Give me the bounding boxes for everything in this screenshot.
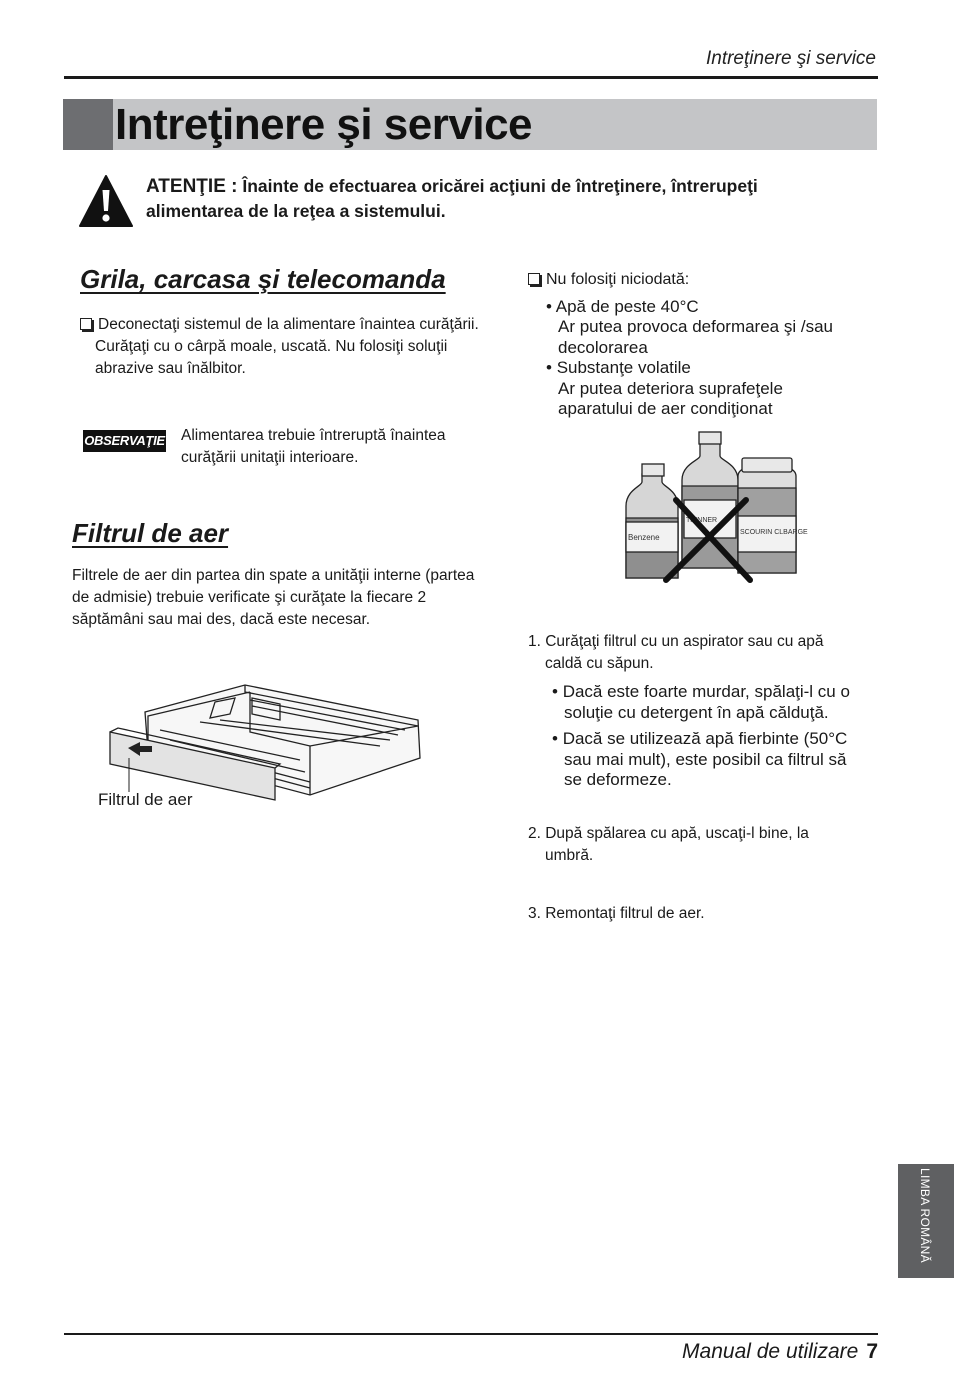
filtru-line-3: săptămâni sau mai des, dacă este necesar. — [72, 611, 371, 628]
page-title: Intreţinere şi service — [115, 100, 533, 149]
never-use-intro: Nu folosiţi niciodată: — [546, 271, 690, 288]
step1-b1-line2: soluţie cu detergent în apă călduţă. — [564, 702, 829, 722]
grila-line-3: abrazive sau înălbitor. — [95, 360, 246, 377]
never-item1-title: Apă de peste 40°C — [555, 296, 699, 316]
never-use-list — [528, 270, 888, 420]
running-header: Intreţinere şi service — [705, 48, 876, 69]
language-side-tab — [898, 1164, 954, 1278]
title-bar — [63, 99, 877, 150]
footer-manual-title: Manual de utilizare — [682, 1340, 859, 1363]
bottle-label-benzene: Benzene — [628, 533, 660, 542]
warning-label: ATENŢIE : — [146, 176, 238, 197]
warning-text — [146, 174, 876, 224]
never-item2-title: Substanţe volatile — [556, 358, 691, 377]
step-1 — [528, 631, 888, 675]
bottle-label-scourin: SCOURIN CLBARGE — [740, 529, 808, 536]
checkbox-bullet-icon — [528, 273, 540, 285]
step1-b1-line1: Dacă este foarte murdar, spălaţi-l cu o — [562, 682, 850, 701]
footer-rule — [64, 1333, 878, 1335]
never-item2-line2: aparatului de aer condiţionat — [558, 399, 773, 418]
bottle-label-thinner: THINNER — [686, 517, 718, 524]
filtru-paragraph — [72, 565, 512, 631]
chemical-bottles-illustration — [620, 428, 808, 590]
filtru-line-2: de admisie) trebuie verificate şi curăţate la fiecare 2 — [72, 589, 427, 606]
note-text — [181, 425, 501, 469]
checkbox-bullet-icon — [80, 318, 92, 330]
step-3: 3. Remontaţi filtrul de aer. — [528, 905, 705, 922]
note-badge: OBSERVAŢIE — [83, 430, 166, 452]
step-1-bullets — [552, 682, 882, 791]
step2-line2: umbră. — [545, 847, 594, 864]
step1-line2: caldă cu săpun. — [545, 655, 654, 672]
never-item2-line1: Ar putea deteriora suprafeţele — [558, 378, 783, 398]
step1-b2-line3: se deformeze. — [564, 770, 672, 789]
heading-filtru: Filtrul de aer — [72, 518, 229, 548]
bullet-dot-icon: • — [552, 682, 563, 701]
never-item1-line1: Ar putea provoca deformarea şi /sau — [558, 317, 833, 336]
note-line-1: Alimentarea trebuie întreruptă înaintea — [181, 427, 446, 444]
page-number: 7 — [866, 1340, 878, 1363]
title-bar-square — [63, 99, 113, 150]
bullet-dot-icon: • — [546, 358, 557, 377]
grila-paragraph — [80, 314, 510, 380]
bullet-dot-icon: • — [546, 296, 556, 316]
step-2 — [528, 823, 888, 867]
bullet-dot-icon: • — [552, 729, 563, 748]
footer — [682, 1340, 878, 1364]
step1-b2-line2: sau mai mult), este posibil ca filtrul să — [564, 749, 847, 769]
filtru-line-1: Filtrele de aer din partea din spate a unităţii interne (partea — [72, 567, 475, 584]
note-line-2: curăţării unitaţii interioare. — [181, 449, 359, 466]
filter-figure-label: Filtrul de aer — [98, 790, 193, 809]
air-filter-illustration — [100, 680, 430, 805]
warning-icon — [78, 174, 134, 228]
header-rule — [64, 76, 878, 79]
heading-grila: Grila, carcasa şi telecomanda — [80, 264, 446, 294]
warning-line-1: Înainte de efectuarea oricărei acţiuni de întreţinere, întrerupeţi — [242, 176, 758, 196]
warning-line-2: alimentarea de la reţea a sistemului. — [146, 201, 446, 221]
step1-b2-line1: Dacă se utilizează apă fierbinte (50°C — [562, 729, 848, 748]
grila-line-2: Curăţaţi cu o cârpă moale, uscată. Nu folosiţi soluţii — [95, 338, 448, 355]
grila-line-1: Deconectaţi sistemul de la alimentare înaintea curăţării. — [98, 316, 479, 333]
step2-line1: 2. După spălarea cu apă, uscaţi-l bine, la — [528, 825, 809, 842]
step1-line1: 1. Curăţaţi filtrul cu un aspirator sau cu apă — [528, 633, 824, 650]
language-tab-label: LIMBA ROMÂNĂ — [918, 1168, 932, 1263]
never-item1-line2: decolorarea — [558, 337, 648, 357]
